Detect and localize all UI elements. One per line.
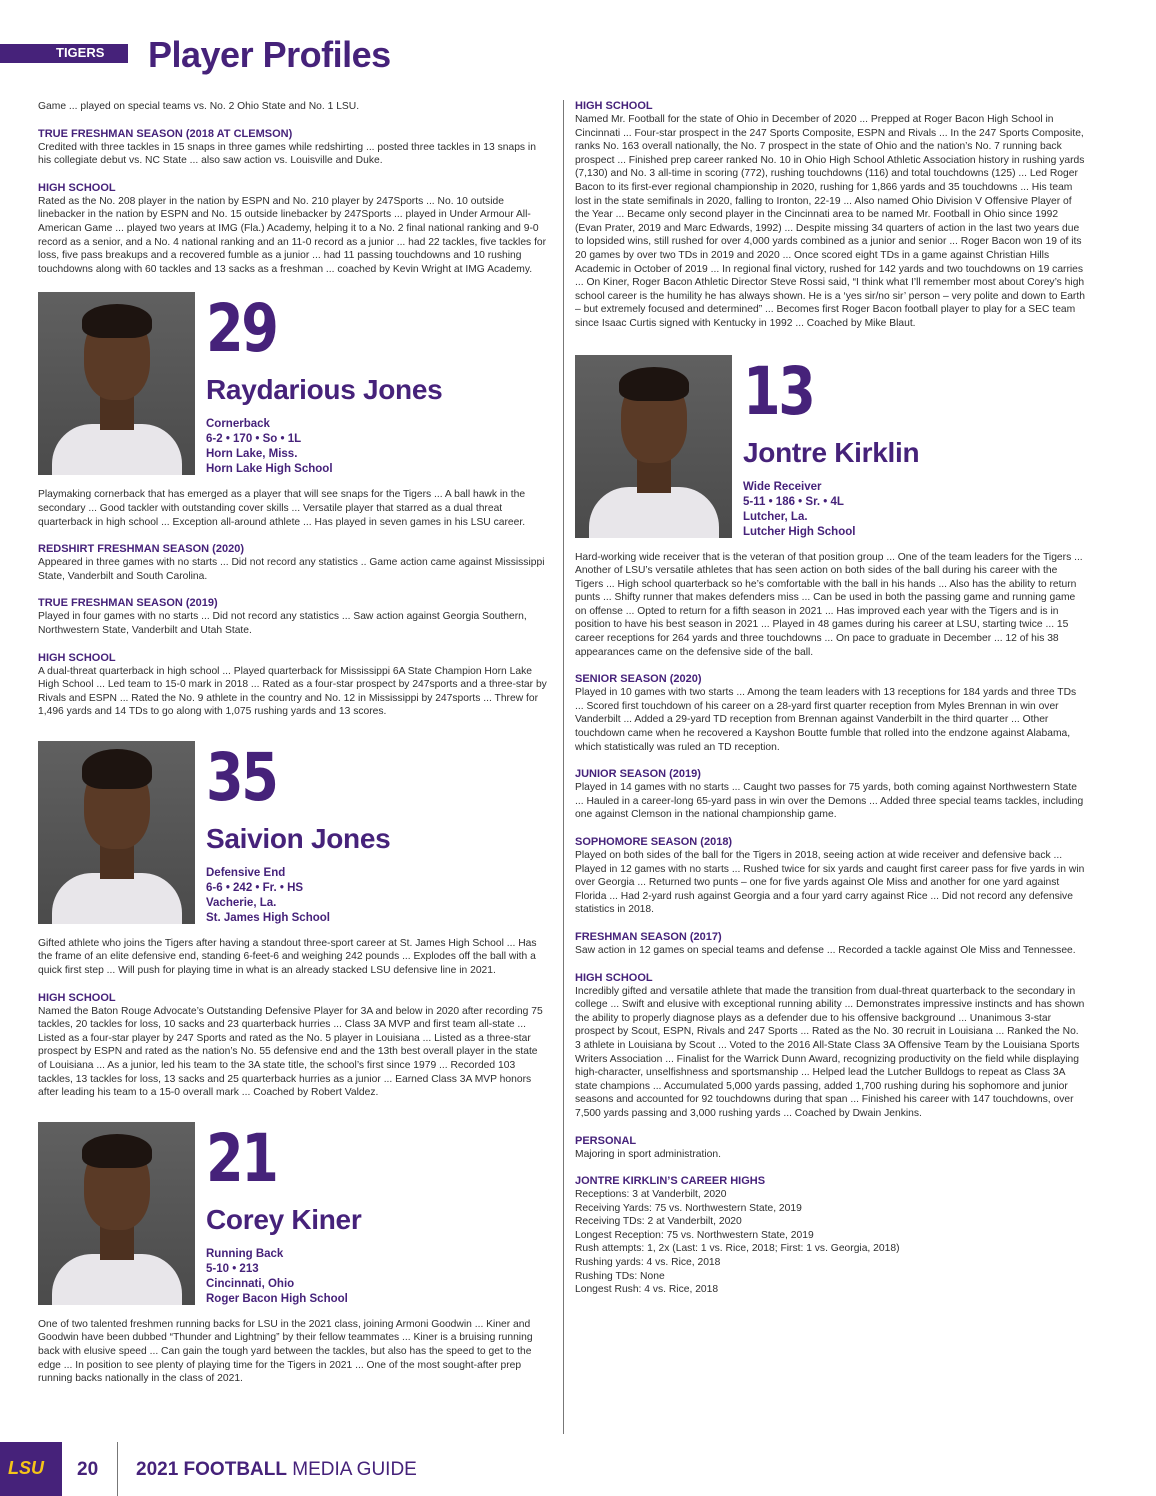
player-high-school: Roger Bacon High School	[206, 1292, 348, 1305]
player-high-school: St. James High School	[206, 911, 330, 924]
jersey-number: 35	[206, 738, 277, 816]
section-heading: SOPHOMORE SEASON (2018)	[575, 836, 733, 848]
section-heading: TRUE FRESHMAN SEASON (2019)	[38, 597, 218, 610]
player-photo	[38, 1122, 195, 1305]
publication-title	[136, 1459, 417, 1481]
lsu-logo	[0, 1442, 62, 1496]
section-text: A dual-threat quarterback in high school ... Played quarterback for Mississippi 6A State Champion Horn Lake High School ... Led team to 15-0 mark in 2018 ... Rated as a four-star prospect by 247sports and a three-star by Rivals and ESPN ... Rated the No. 9 athlete in the country and No. 12 in Mississippi by 247sports ... Threw for 1,496 yards and 14 TDs to go along with 1,075 rushing yards and 13 scores.	[38, 665, 547, 718]
career-high-item: Receiving Yards: 75 vs. Northwestern State, 2019	[575, 1202, 802, 1214]
player-name: Raydarious Jones	[206, 374, 443, 406]
career-highs-list	[575, 1188, 1085, 1297]
section-text: Named the Baton Rouge Advocate’s Outstanding Defensive Player for 3A and below in 2020 after recording 75 tackles, 20 tackles for loss, 10 sacks and 23 quarterback hurries ... Class 3A MVP and first team all-state ... Listed as a four-star player by 247 Sports and rated as the No. 5 player in Louisiana ... Listed as a three-star prospect by ESPN and rated as the nation’s No. 55 defensive end and the 13th best overall player in the state of Louisiana ... As a junior, led his team to the 3A state title, the school’s first since 1979 ... Recorded 103 tackles, 13 tackles for loss, 13 sacks and 25 quarterback hurries as a junior ... Earned Class 3A MVP honors after leading his team to a 15-0 overall mark ... Coached by Robert Valdez.	[38, 1005, 543, 1099]
section-heading: REDSHIRT FRESHMAN SEASON (2020)	[38, 543, 244, 556]
section-heading: HIGH SCHOOL	[38, 181, 116, 194]
player-measurables: 5-11 • 186 • Sr. • 4L	[743, 495, 844, 508]
player-profile-29	[38, 292, 548, 482]
career-high-item: Rushing TDs: None	[575, 1270, 665, 1282]
player-measurables: 5-10 • 213	[206, 1262, 259, 1275]
player-profile-35	[38, 738, 548, 931]
section-heading: JUNIOR SEASON (2019)	[575, 768, 701, 781]
right-column	[575, 100, 1085, 1297]
player-hometown: Vacherie, La.	[206, 896, 277, 909]
section-heading: FRESHMAN SEASON (2017)	[575, 930, 722, 943]
section-text: Played in four games with no starts ... Did not record any statistics ... Saw action against Georgia Southern, Northwestern State, Vanderbilt and Utah State.	[38, 611, 527, 636]
player-profile-21	[38, 1119, 548, 1312]
player-bio	[206, 866, 330, 926]
career-high-item: Longest Reception: 75 vs. Northwestern State, 2019	[575, 1229, 814, 1241]
player-intro: Gifted athlete who joins the Tigers after having a standout three-sport career at St. James High School ... Has the frame of an elite defensive end, standing 6-feet-6 and weighing 242 pounds ... Explodes off the ball with a quick first step ... Will push for playing time in what is an already stacked LSU defensive line in 2021.	[38, 937, 537, 977]
section-text: Majoring in sport administration.	[575, 1148, 721, 1160]
section-text: Played on both sides of the ball for the Tigers in 2018, seeing action at wide receiver and defensive back ... Played in 12 games with no starts ... Rushed twice for six yards and caught first career pass for five yards in win over Georgia ... Returned two punts – one for five yards against Ole Miss and another for one yard against Florida ... Had 2-yard rush against Georgia and a four yard carry against Rice ... Did not record any defensive statistics in 2018.	[575, 850, 1085, 916]
career-high-item: Longest Rush: 4 vs. Rice, 2018	[575, 1284, 719, 1296]
player-name: Jontre Kirklin	[743, 436, 920, 468]
player-high-school: Horn Lake High School	[206, 463, 333, 476]
jersey-number: 13	[743, 352, 814, 430]
player-photo	[38, 741, 195, 924]
player-position: Cornerback	[206, 418, 270, 431]
player-high-school: Lutcher High School	[743, 525, 856, 538]
player-measurables: 6-6 • 242 • Fr. • HS	[206, 881, 304, 894]
player-name: Corey Kiner	[206, 1203, 362, 1235]
section-heading: SENIOR SEASON (2020)	[575, 673, 702, 686]
lsu-logo-text: LSU	[8, 1458, 44, 1478]
section-text: Rated as the No. 208 player in the nation by ESPN and No. 210 player by 247Sports ... No. 10 outside linebacker in the nation by ESPN and No. 15 outside linebacker by 247Sports ... played in Under Armour All-American Game ... played two years at IMG (Fla.) Academy, helping it to a No. 2 final national ranking and 9-0 record as a senior, and a No. 4 national ranking and an 11-0 record as a junior ... had 22 tackles, five tackles for loss, five pass breakups and a recovered fumble as a junior ... had 11 passing touchdowns and 10 rushing touchdowns along with 60 tackles and 13 sacks as a freshman ... coached by Kevin Wright at IMG Academy.	[38, 195, 547, 275]
player-bio	[206, 1247, 348, 1307]
player-bio	[743, 480, 855, 540]
section-heading: HIGH SCHOOL	[575, 100, 653, 112]
publication-title-bold: 2021 FOOTBALL	[136, 1459, 287, 1480]
player-hometown: Cincinnati, Ohio	[206, 1277, 295, 1290]
player-hometown: Horn Lake, Miss.	[206, 448, 298, 461]
section-heading: JONTRE KIRKLIN’S CAREER HIGHS	[575, 1175, 766, 1188]
career-high-item: Receiving TDs: 2 at Vanderbilt, 2020	[575, 1216, 742, 1228]
section-tag-label: TIGERS	[56, 45, 105, 60]
column-divider	[563, 100, 564, 1434]
section-text: Incredibly gifted and versatile athlete that made the transition from dual-threat quarterback to the secondary in college ... Swift and elusive with exceptional running ability ... Demonstrates impressive instincts and has shown the ability to properly diagnose plays as a defender due to his offensive background ... Unanimous 3-star prospect by Scout, ESPN, Rivals and 247 Sports ... Rated as the No. 30 recruit in Louisiana ... Ranked the No. 3 athlete in Louisiana by Scout ... Voted to the 2016 All-State Class 3A Offensive Team by the Louisiana Sports Writers Association ... Finalist for the Warrick Dunn Award, recognizing productivity on the field while displaying high-character, unselfishness and sportsmanship ... Helped lead the Lutcher Bulldogs to repeat as Class 3A state champions ... Accumulated 5,000 yards passing, added 1,700 rushing during his sophomore and junior seasons and accounted for 92 touchdowns during that span ... Finished his career with 147 touchdowns, over 7,500 yards passing and 3,000 rushing yards ... Coached by Dwain Jenkins.	[575, 985, 1085, 1119]
section-heading: HIGH SCHOOL	[38, 651, 116, 664]
player-intro: Playmaking cornerback that has emerged as a player that will see snaps for the Tigers ... A ball hawk in the secondary ... Good tackler with outstanding cover skills ... Versatile player that starred as a dual threat quarterback in high school ... Exception all-around athlete ... Has played in seven games in his LSU career.	[38, 489, 526, 528]
player-photo	[575, 355, 732, 538]
intro-text: Game ... played on special teams vs. No. 2 Ohio State and No. 1 LSU.	[38, 101, 360, 112]
section-text: Named Mr. Football for the state of Ohio in December of 2020 ... Prepped at Roger Bacon High School in Cincinnati ... Four-star prospect in the 247 Sports Composite, ESPN and Rivals ... In the 247 Sports Composite, ranks No. 163 overall nationally, the No. 7 prospect in the state of Ohio and the nation’s No. 7 running back prospect ... Finished prep career ranked No. 10 in Ohio High School Athletic Association history in rushing yards (7,130) and No. 3 all-time in scoring (772), rushing touchdowns (116) and total touchdowns (125) ... Led Roger Bacon to its first-ever regional championship in 2020, rushing for 1,866 yards and 35 touchdowns ... His team lost in the state semifinals in 2020, falling to Ironton, 22-19 ... Also named Ohio Division V Offensive Player of the Year ... Became only second player in the Cincinnati area to be named Mr. Football in Ohio since 1992 (Evan Prater, 2019 and Marc Edwards, 1992) ... Despite missing 34 quarters of action in the last two years due to lopsided wins, still rushed for over 4,000 yards combined as a junior and senior ... Roger Bacon won 19 of its 20 games by over two TDs in 2019 and 2020 ... Once scored eight TDs in a game against Christian Hills Academic in October of 2019 ... In regional final victory, rushed for 142 yards and two touchdowns on 19 carries ... On Kiner, Roger Bacon Athletic Director Steve Rossi said, “I think what I’ll remember most about Corey’s high school career is the humility he has always shown. He is a ‘yes sir/no sir’ person – very polite and down to Earth – but extremely focused and determined” ... Becomes first Roger Bacon football player to play for a SEC team since Isaac Curtis signed with Kentucky in 1992 ... Coached by Mike Blaut.	[575, 114, 1085, 329]
section-text: Played in 10 games with two starts ... Among the team leaders with 13 receptions for 184 yards and three TDs ... Scored first touchdown of his career on a 28-yard first quarter reception from Myles Brennan in win over Vanderbilt ... Added a 29-yard TD reception from Brennan against Vanderbilt in the third quarter ... Other touchdown came when he recovered a Kayshon Boutte fumble that rolled into the endzone against Alabama, which statistically was ruled an TD reception.	[575, 687, 1077, 753]
player-measurables: 6-2 • 170 • So • 1L	[206, 433, 302, 446]
section-text: Credited with three tackles in 15 snaps in three games while redshirting ... posted three tackles in 13 snaps in his collegiate debut vs. NC State ... also saw action vs. Louisville and Duke.	[38, 141, 536, 167]
publication-title-rest: MEDIA GUIDE	[286, 1459, 417, 1480]
jersey-number: 21	[206, 1119, 277, 1197]
section-tag	[0, 44, 128, 63]
section-text: Appeared in three games with no starts ... Did not record any statistics .. Game action came against Mississippi State, Vanderbilt and South Carolina.	[38, 557, 545, 582]
section-text: Played in 14 games with no starts ... Caught two passes for 75 yards, both coming against Northwestern State ... Hauled in a career-long 65-yard pass in win over the Demons ... Added three special teams tackles, including one against Clemson in the national championship game.	[575, 782, 1084, 821]
player-photo	[38, 292, 195, 475]
page-number: 20	[77, 1459, 99, 1480]
career-high-item: Receptions: 3 at Vanderbilt, 2020	[575, 1189, 727, 1201]
player-position: Running Back	[206, 1247, 284, 1260]
footer-divider	[117, 1442, 118, 1496]
player-bio	[206, 417, 333, 477]
player-position: Wide Receiver	[743, 480, 822, 493]
player-intro: Hard-working wide receiver that is the veteran of that position group ... One of the team leaders for the Tigers ... Another of LSU’s versatile athletes that has seen action on both sides of the ball during his career with the Tigers ... High school quarterback so he’s comfortable with the ball in his hands ... Also has the ability to return punts ... Shifty runner that makes defenders miss ... Can be used in both the passing game and running game on offense ... Opted to return for a fifth season in 2021 ... Has improved each year with the Tigers and is in position to have his best season in 2021 ... Played in 48 games during his career at LSU, starting twice ... 15 career receptions for 264 yards and three touchdowns ... On pace to graduate in December ... 12 of his 38 appearances came on the defensive side of the ball.	[575, 551, 1083, 658]
section-text: Saw action in 12 games on special teams and defense ... Recorded a tackle against Ole Miss and Tennessee.	[575, 944, 1076, 956]
left-column	[38, 100, 548, 1386]
section-heading: PERSONAL	[575, 1134, 637, 1147]
player-intro: One of two talented freshmen running backs for LSU in the 2021 class, joining Armoni Goodwin ... Kiner and Goodwin have been dubbed “Thunder and Lightning” by their fellow teammates ... Kiner is a bruising running back with elusive speed ... Can gain the tough yard between the tackles, but also has the speed to get to the edge ... In position to see plenty of playing time for the Tigers in 2021 ... One of the most sought-after prep running backs nationally in the class of 2021.	[38, 1318, 533, 1385]
section-heading: TRUE FRESHMAN SEASON (2018 AT CLEMSON)	[38, 127, 293, 140]
section-heading: HIGH SCHOOL	[575, 971, 653, 984]
career-high-item: Rush attempts: 1, 2x (Last: 1 vs. Rice, 2018; First: 1 vs. Georgia, 2018)	[575, 1243, 900, 1255]
player-name: Saivion Jones	[206, 822, 391, 854]
page-title: Player Profiles	[148, 34, 391, 75]
section-heading: HIGH SCHOOL	[38, 991, 116, 1004]
player-position: Defensive End	[206, 866, 286, 879]
jersey-number: 29	[206, 290, 277, 368]
player-profile-13	[575, 352, 1085, 545]
player-hometown: Lutcher, La.	[743, 510, 808, 523]
career-high-item: Rushing yards: 4 vs. Rice, 2018	[575, 1257, 721, 1269]
